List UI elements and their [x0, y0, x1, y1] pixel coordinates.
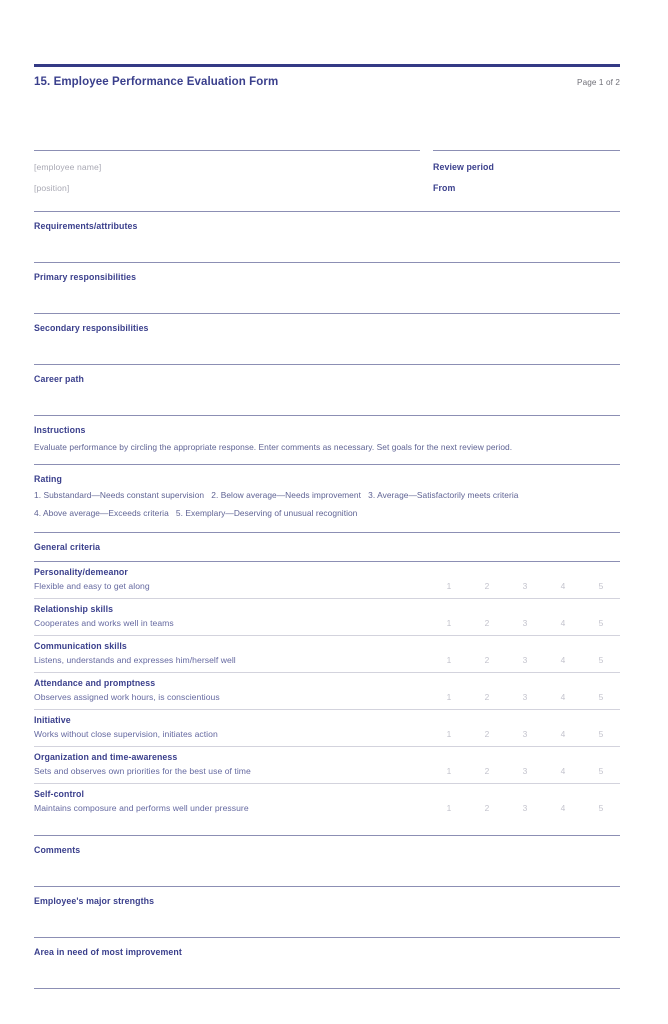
- section-comments[interactable]: [34, 835, 620, 886]
- criteria-title: Personality/demeanor: [34, 567, 128, 578]
- rating-option-4[interactable]: 4: [560, 766, 566, 777]
- criteria-description: Works without close supervision, initiates action: [34, 729, 218, 740]
- rating-option-5[interactable]: 5: [598, 766, 604, 777]
- rating-scale[interactable]: [430, 729, 620, 739]
- section-label: Comments: [34, 845, 81, 856]
- section-rating-legend: [34, 464, 620, 532]
- criteria-title: Organization and time-awareness: [34, 752, 178, 763]
- rating-scale[interactable]: [430, 803, 620, 813]
- section-label: Requirements/attributes: [34, 221, 138, 231]
- criteria-title: Initiative: [34, 715, 71, 726]
- rating-option-2[interactable]: 2: [484, 692, 490, 703]
- rating-option-3[interactable]: 3: [522, 766, 528, 777]
- table-row[interactable]: [34, 746, 620, 783]
- criteria-description: Cooperates and works well in teams: [34, 618, 174, 629]
- general-criteria-label: General criteria: [34, 542, 101, 553]
- section-instructions: [34, 415, 620, 464]
- section-label: Employee's major strengths: [34, 896, 155, 907]
- rating-option-3[interactable]: 3: [522, 729, 528, 740]
- criteria-title: Relationship skills: [34, 604, 114, 615]
- position-field[interactable]: [position]: [34, 183, 70, 193]
- rating-option-1[interactable]: 1: [446, 803, 452, 814]
- criteria-description: Flexible and easy to get along: [34, 581, 150, 592]
- table-row[interactable]: [34, 635, 620, 672]
- instructions-label: Instructions: [34, 425, 86, 435]
- rating-option-2[interactable]: 2: [484, 729, 490, 740]
- criteria-title: Communication skills: [34, 641, 127, 652]
- rating-option-3[interactable]: 3: [522, 581, 528, 592]
- section-label: Career path: [34, 374, 84, 384]
- page-indicator: Page 1 of 2: [577, 78, 620, 87]
- rating-scale[interactable]: [430, 692, 620, 702]
- rating-legend-line-2: 4. Above average—Exceeds criteria 5. Exemplary—Deserving of unusual recognition: [34, 508, 358, 519]
- review-period-label: Review period: [433, 162, 494, 172]
- document-header: [34, 67, 620, 88]
- instructions-text: Evaluate performance by circling the appropriate response. Enter comments as necessary. Set goals for the next review period.: [34, 442, 513, 452]
- rating-option-1[interactable]: 1: [446, 692, 452, 703]
- form-sheet: [34, 0, 620, 989]
- table-row[interactable]: [34, 672, 620, 709]
- rating-option-4[interactable]: 4: [560, 581, 566, 592]
- rating-option-1[interactable]: 1: [446, 766, 452, 777]
- rating-scale[interactable]: [430, 766, 620, 776]
- criteria-title: Self-control: [34, 789, 85, 800]
- rating-option-1[interactable]: 1: [446, 618, 452, 629]
- table-row[interactable]: [34, 709, 620, 746]
- rating-option-2[interactable]: 2: [484, 618, 490, 629]
- rating-option-4[interactable]: 4: [560, 618, 566, 629]
- criteria-table: [34, 561, 620, 820]
- section-requirements-attributes[interactable]: [34, 211, 620, 262]
- rating-option-4[interactable]: 4: [560, 655, 566, 666]
- rating-scale[interactable]: [430, 581, 620, 591]
- from-label: From: [433, 183, 456, 193]
- rating-option-3[interactable]: 3: [522, 618, 528, 629]
- section-label: Primary responsibilities: [34, 272, 137, 282]
- criteria-title: Attendance and promptness: [34, 678, 156, 689]
- criteria-description: Observes assigned work hours, is conscientious: [34, 692, 220, 703]
- rating-option-2[interactable]: 2: [484, 581, 490, 592]
- rating-scale[interactable]: [430, 618, 620, 628]
- section-area-in-need-of-improvement[interactable]: [34, 937, 620, 988]
- identity-right-column: [433, 150, 620, 193]
- rating-option-5[interactable]: 5: [598, 618, 604, 629]
- rating-option-5[interactable]: 5: [598, 803, 604, 814]
- criteria-description: Sets and observes own priorities for the best use of time: [34, 766, 251, 777]
- table-row[interactable]: [34, 598, 620, 635]
- employee-name-field[interactable]: [employee name]: [34, 162, 102, 172]
- section-label: Area in need of most improvement: [34, 947, 182, 958]
- page-title: 15. Employee Performance Evaluation Form: [34, 76, 279, 88]
- rating-legend-line-1: 1. Substandard—Needs constant supervision 2. Below average—Needs improvement 3. Average—Satisfactorily meets criteria: [34, 490, 519, 501]
- rating-option-1[interactable]: 1: [446, 729, 452, 740]
- section-employee-major-strengths[interactable]: [34, 886, 620, 937]
- section-career-path[interactable]: [34, 364, 620, 415]
- identity-left-column: [34, 150, 420, 193]
- rating-option-2[interactable]: 2: [484, 803, 490, 814]
- rating-scale[interactable]: [430, 655, 620, 665]
- table-row[interactable]: [34, 783, 620, 820]
- rating-label: Rating: [34, 474, 62, 485]
- criteria-description: Maintains composure and performs well under pressure: [34, 803, 249, 814]
- rating-option-1[interactable]: 1: [446, 655, 452, 666]
- criteria-description: Listens, understands and expresses him/herself well: [34, 655, 236, 666]
- rating-option-5[interactable]: 5: [598, 729, 604, 740]
- section-secondary-responsibilities[interactable]: [34, 313, 620, 364]
- rating-option-2[interactable]: 2: [484, 655, 490, 666]
- rating-option-3[interactable]: 3: [522, 692, 528, 703]
- rating-option-3[interactable]: 3: [522, 655, 528, 666]
- section-primary-responsibilities[interactable]: [34, 262, 620, 313]
- rating-option-4[interactable]: 4: [560, 692, 566, 703]
- rating-option-4[interactable]: 4: [560, 729, 566, 740]
- rating-option-5[interactable]: 5: [598, 655, 604, 666]
- section-label: Secondary responsibilities: [34, 323, 149, 333]
- table-row[interactable]: [34, 561, 620, 598]
- closing-divider: [34, 988, 620, 989]
- rating-option-3[interactable]: 3: [522, 803, 528, 814]
- rating-option-2[interactable]: 2: [484, 766, 490, 777]
- identity-block: [34, 150, 620, 193]
- rating-option-5[interactable]: 5: [598, 692, 604, 703]
- rating-option-1[interactable]: 1: [446, 581, 452, 592]
- rating-option-5[interactable]: 5: [598, 581, 604, 592]
- rating-option-4[interactable]: 4: [560, 803, 566, 814]
- section-general-criteria: [34, 532, 620, 561]
